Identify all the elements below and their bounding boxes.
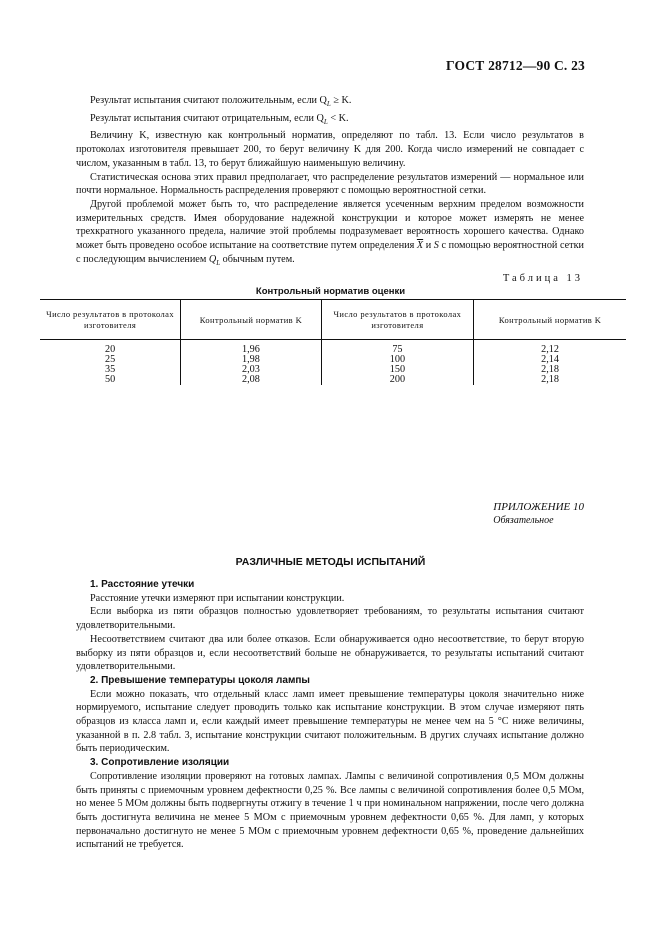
table-cell: 100 xyxy=(321,355,473,365)
paragraph-truncation: Другой проблемой может быть то, что распределение является усеченным верхним пределом возможности измерительных средств. Имея оборудование надежной конструкции и которое может измерять не менее трехкратного указанного предела, наличие этой проблемы подразумевает вероятность хорошего качества. Однако может быть проведено особое испытание на соответствие путем определения $\overline{X}$ и S с помощью вероятностной сетки с последующим вычислением $Q_L$ обычным путем. xyxy=(76,198,585,267)
section-body xyxy=(76,578,584,852)
paragraph: Сопротивление изоляции проверяют на готовых лампах. Лампы с величиной сопротивления 0,5 МОм должны быть приняты с приемочным уровнем дефектности 0,25 %. Все лампы с величиной сопротивления более 0,5 МОм, но менее 5 МОм должны быть подвергнуты отжигу в течение 1 ч при номинальном напряжении, после чего должна быть достигнута величина не менее 5 МОм с приемочным уровнем дефектности 0,65 %. Для ламп, у которых первоначально достигнуто не менее 5 МОм с приемочным уровнем дефектности 0,65 %, проведение дальнейших испытаний не требуется. xyxy=(76,770,584,851)
table-row xyxy=(40,355,626,365)
table-title: Контрольный норматив оценки xyxy=(255,286,406,297)
table-row xyxy=(40,365,626,375)
appendix-title: ПРИЛОЖЕНИЕ 10 xyxy=(493,501,584,513)
table-cell: 2,14 xyxy=(474,355,626,365)
heading-base-temperature: 2. Превышение температуры цоколя лампы xyxy=(90,674,310,686)
x-bar-symbol: $\overline{X}$ xyxy=(416,240,424,252)
table-header-norm-1: Контрольный норматив K xyxy=(181,300,322,340)
paragraph: Расстояние утечки измеряют при испытании конструкции. xyxy=(90,592,345,604)
table-cell: 200 xyxy=(321,375,473,385)
table-row xyxy=(40,375,626,385)
appendix-subtitle: Обязательное xyxy=(493,515,554,526)
heading-insulation-resistance: 3. Сопротивление изоляции xyxy=(90,757,230,769)
table-cell: 1,98 xyxy=(181,355,322,365)
section-title: РАЗЛИЧНЫЕ МЕТОДЫ ИСПЫТАНИЙ xyxy=(235,556,426,568)
table-cell: 1,96 xyxy=(181,340,322,356)
table-header-count-1: Число результатов в протоколах изготовителя xyxy=(40,300,181,340)
paragraph-k-value: Величину K, известную как контрольный норматив, определяют по табл. 13. Если число результатов в протоколах изготовителя превышает 200, то берут величину K для 200. Когда число измерений не совпадает с числом, указанным в табл. 13, то берут ближайшую наименьшую величину. xyxy=(76,130,584,169)
negative-result-line: Результат испытания считают отрицательным, если $Q_L < K$. xyxy=(90,112,349,126)
table-cell: 35 xyxy=(104,364,116,375)
table-cell: 2,03 xyxy=(181,365,322,375)
paragraph-statistics: Статистическая основа этих правил предполагает, что распределение результатов измерений — нормальное или почти нормальное. Нормальность распределения проверяют с помощью вероятностной сетки. xyxy=(76,171,584,197)
table-cell: 2,18 xyxy=(474,365,626,375)
paragraph: Если можно показать, что отдельный класс ламп имеет превышение температуры цоколя значительно ниже нормируемого, испытание следует проводить только как испытание конструкции. В этом случае измеряют пять образцов из класса ламп и, если каждый имеет превышение температуры не менее чем на 5 °С ниже величины, указанной в п. 2.8 табл. 3, испытание конструкции считают положительным. В других случаях испытание должно быть периодическим. xyxy=(76,688,584,755)
table-cell: 50 xyxy=(104,374,116,385)
paragraph: Если выборка из пяти образцов полностью удовлетворяет требованиям, то результаты испытания считают удовлетворительными. xyxy=(76,606,584,632)
table-cell: 2,08 xyxy=(181,375,322,385)
table-header-count-2: Число результатов в протоколах изготовителя xyxy=(321,300,473,340)
table-header-row xyxy=(40,300,626,340)
control-norm-table xyxy=(40,299,626,385)
table-header-norm-2: Контрольный норматив K xyxy=(474,300,626,340)
intro-text xyxy=(76,94,584,271)
table-cell: 2,12 xyxy=(474,340,626,356)
appendix-label xyxy=(493,501,584,527)
table-cell: 20 xyxy=(104,344,116,355)
paragraph: Несоответствием считают два или более отказов. Если обнаруживается одно несоответствие, то берут вторую выборку из пяти образцов и, если несоответствий больше не обнаруживается, то результаты испытаний считают удовлетворительными. xyxy=(76,633,584,673)
table-row xyxy=(40,340,626,356)
table-cell: 2,18 xyxy=(474,375,626,385)
table-cell: 25 xyxy=(104,354,116,365)
page-header: ГОСТ 28712—90 С. 23 xyxy=(446,58,585,73)
positive-result-line: Результат испытания считают положительным, если $Q_L \ge K$. xyxy=(90,95,352,109)
heading-leakage-distance: 1. Расстояние утечки xyxy=(90,579,195,590)
table-label: Таблица 13 xyxy=(502,273,583,284)
table-cell: 75 xyxy=(321,340,473,356)
table-cell: 150 xyxy=(321,365,473,375)
